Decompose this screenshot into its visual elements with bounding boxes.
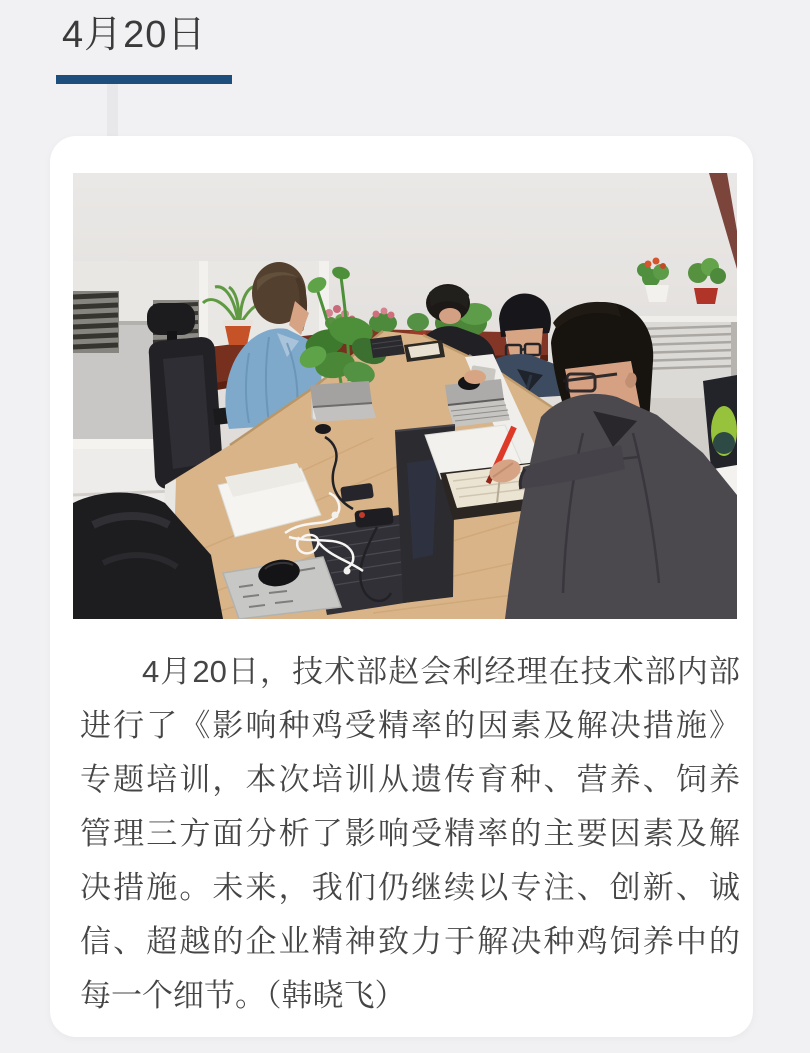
article-line: 4月20日，技术部赵会利经理在技术部内部	[142, 654, 740, 689]
date-heading: 4月20日	[62, 14, 207, 56]
timeline-connector	[107, 84, 118, 138]
article-line: 进行了《影响种鸡受精率的因素及解决措施》	[80, 708, 740, 743]
article-text	[80, 645, 740, 1023]
article-line: 管理三方面分析了影响受精率的主要因素及解	[80, 816, 740, 851]
article-photo	[73, 173, 737, 619]
date-underline	[56, 75, 232, 84]
article-card	[50, 136, 753, 1037]
article-line: 每一个细节。（韩晓飞）	[80, 978, 406, 1013]
article-line: 专题培训，本次培训从遗传育种、营养、饲养	[80, 762, 740, 797]
article-line: 决措施。未来，我们仍继续以专注、创新、诚	[80, 870, 740, 905]
article-line: 信、超越的企业精神致力于解决种鸡饲养中的	[80, 924, 740, 959]
